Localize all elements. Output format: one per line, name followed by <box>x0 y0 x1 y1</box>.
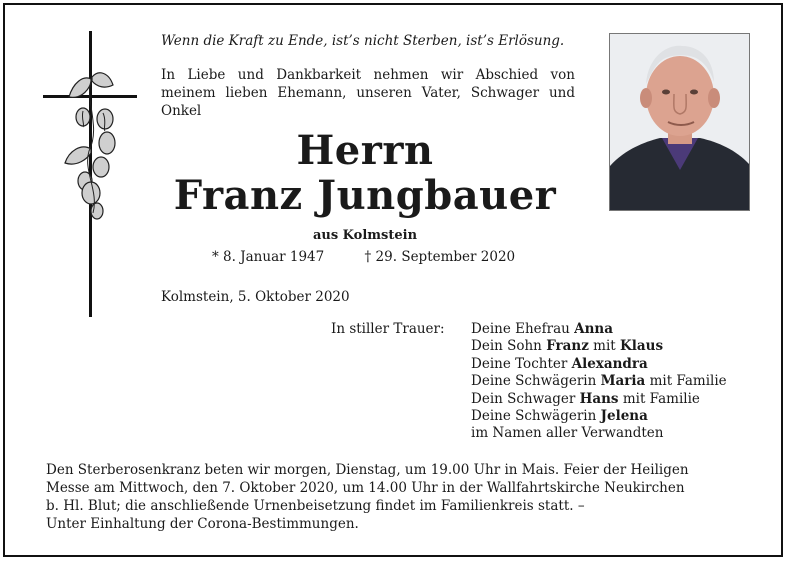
mourner-line: im Namen aller Verwandten <box>471 425 664 442</box>
motto: Wenn die Kraft zu Ende, ist’s nicht Sterben, ist’s Erlösung. <box>161 33 565 49</box>
obituary-card <box>3 3 783 557</box>
salutation: Herrn <box>296 127 434 174</box>
mourner-line: Deine Schwägerin Maria mit Familie <box>471 373 727 390</box>
cross-with-hops-icon <box>43 31 139 317</box>
mourning-label: In stiller Trauer: <box>331 321 445 337</box>
portrait-illustration <box>610 34 749 210</box>
mourner-line: Deine Ehefrau Anna <box>471 321 613 337</box>
death-date: † 29. September 2020 <box>364 249 516 265</box>
intro-text: In Liebe und Dankbarkeit nehmen wir Abschied von meinem lieben Ehemann, unseren Vater, Schwager und Onkel <box>161 67 575 119</box>
mourner-line: Dein Sohn Franz mit Klaus <box>471 338 664 355</box>
life-dates <box>212 249 515 265</box>
mourner-line: Deine Tochter Alexandra <box>471 355 648 372</box>
mourner-line: Dein Schwager Hans mit Familie <box>471 390 700 407</box>
mourners-list <box>471 321 727 443</box>
origin: aus Kolmstein <box>312 228 418 243</box>
birth-date: * 8. Januar 1947 <box>212 249 325 265</box>
mourner-line: Deine Schwägerin Jelena <box>471 408 648 425</box>
service-notice: Den Sterberosenkranz beten wir morgen, Dienstag, um 19.00 Uhr in Mais. Feier der Heiligen Messe am Mittwoch, den 7. Oktober 2020, um 14.00 Uhr in der Wallfahrtskirche Neukirchen b. Hl. Blut; die anschließende Urnenbeisetzung findet im Familienkreis statt. – Unter Einhaltung der Corona-Bestimmungen. <box>46 462 689 532</box>
portrait-photo <box>609 33 750 211</box>
deceased-name: Franz Jungbauer <box>173 172 557 219</box>
place-date: Kolmstein, 5. Oktober 2020 <box>161 289 350 305</box>
